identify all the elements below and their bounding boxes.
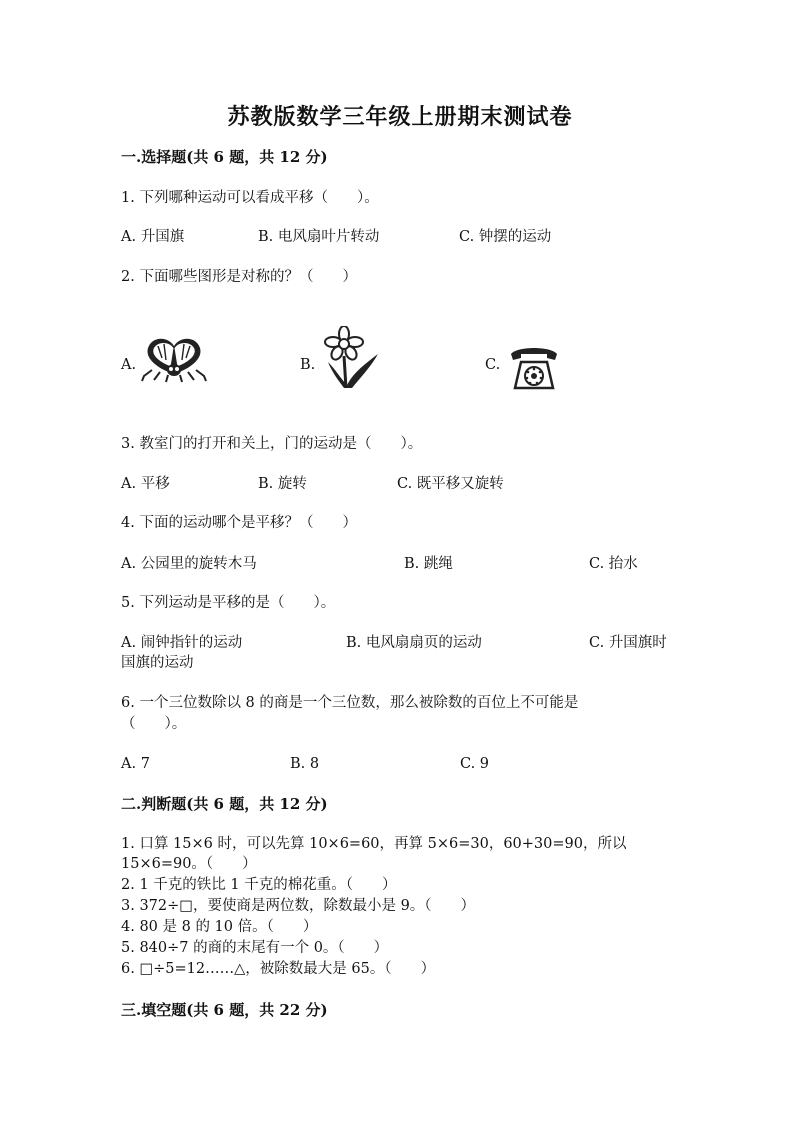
choice-q4-option-a: A. 公园里的旋转木马 [121,556,257,572]
choice-q6-option-c: C. 9 [460,756,490,772]
insect-icon [138,334,210,384]
choice-q5-stem: 5. 下列运动是平移的是（ ）。 [121,595,336,611]
section-fill-heading: 三.填空题(共 6 题，共 22 分) [121,1001,328,1019]
choice-q4-option-c: C. 抬水 [589,556,638,572]
choice-q2-option-c: C. [485,357,501,373]
choice-q6-option-a: A. 7 [121,756,150,772]
choice-q1-stem: 1. 下列哪种运动可以看成平移（ ）。 [121,190,379,206]
choice-q3-option-b: B. 旋转 [258,476,307,492]
section-judge-heading: 二.判断题(共 6 题，共 12 分) [121,795,328,813]
choice-q6-option-b: B. 8 [290,756,320,772]
choice-q4-stem: 4. 下面的运动哪个是平移？（ ） [121,515,357,531]
choice-q5-option-b: B. 电风扇扇页的运动 [346,635,482,651]
judge-q3: 3. 372÷□，要使商是两位数，除数最小是 9。（ ） [121,898,476,914]
judge-q2: 2. 1 千克的铁比 1 千克的棉花重。（ ） [121,877,397,893]
choice-q2-option-a: A. [121,357,137,373]
telephone-icon [507,344,561,390]
choice-q5-option-c: C. 升国旗时 [589,635,667,651]
choice-q6-stem-line2: （ ）。 [121,716,187,732]
choice-q2-stem: 2. 下面哪些图形是对称的？（ ） [121,269,357,285]
choice-q1-option-b: B. 电风扇叶片转动 [258,229,380,245]
flower-icon [322,326,384,390]
choice-q6-stem-line1: 6. 一个三位数除以 8 的商是一个三位数，那么被除数的百位上不可能是 [121,695,579,711]
choice-q5-option-c-continued: 国旗的运动 [121,655,194,671]
exam-title: 苏教版数学三年级上册期末测试卷 [227,104,573,130]
choice-q1-option-c: C. 钟摆的运动 [459,229,552,245]
choice-q1-option-a: A. 升国旗 [121,229,185,245]
judge-q6: 6. □÷5=12……△，被除数最大是 65。（ ） [121,961,436,977]
judge-q5: 5. 840÷7 的商的末尾有一个 0。（ ） [121,940,389,956]
choice-q4-option-b: B. 跳绳 [404,556,453,572]
choice-q3-option-a: A. 平移 [121,476,170,492]
judge-q1-line2: 15×6=90。（ ） [121,856,257,872]
choice-q3-stem: 3. 教室门的打开和关上，门的运动是（ ）。 [121,436,423,452]
choice-q5-option-a: A. 闹钟指针的运动 [121,635,243,651]
choice-q3-option-c: C. 既平移又旋转 [397,476,504,492]
judge-q4: 4. 80 是 8 的 10 倍。（ ） [121,919,318,935]
section-choice-heading: 一.选择题(共 6 题，共 12 分) [121,148,328,166]
judge-q1-line1: 1. 口算 15×6 时，可以先算 10×6=60，再算 5×6=30，60+30=90，所以 [121,836,627,852]
choice-q2-option-b: B. [300,357,316,373]
